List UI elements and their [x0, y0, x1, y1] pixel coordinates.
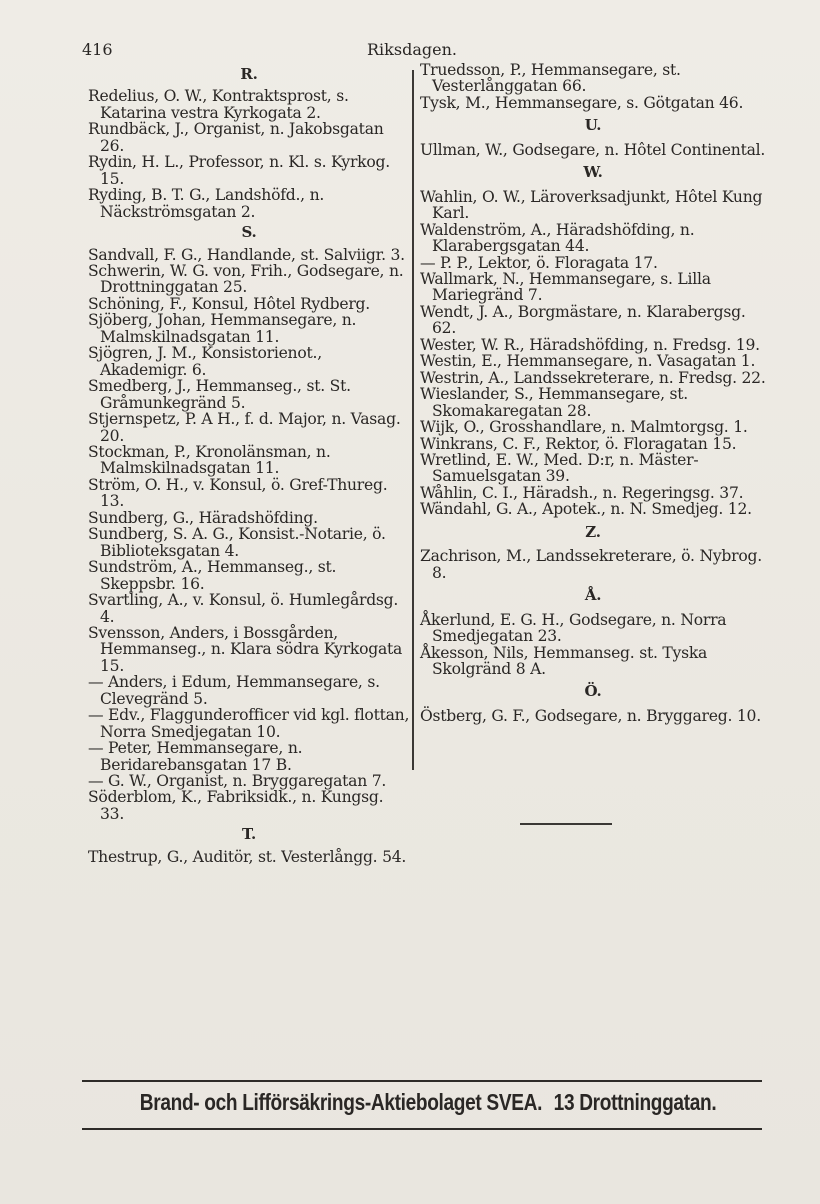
directory-entry: Åkesson, Nils, Hemmanseg. st. Tyska Skolgränd 8 A. [420, 643, 708, 678]
directory-entry: Sjögren, J. M., Konsistorienot., Akademigr. 6. [88, 344, 322, 379]
directory-entry: Rydin, H. L., Professor, n. Kl. s. Kyrkog. 15. [88, 153, 390, 188]
section-letter: Å. [584, 586, 602, 605]
page-number: 416 [82, 40, 113, 59]
directory-entry: Zachrison, M., Landssekreterare, ö. Nybrog. 8. [420, 547, 762, 582]
advertisement-company: Brand- och Lifförsäkrings-Aktiebolaget SVEA. [139, 1089, 543, 1115]
directory-entry: Wester, W. R., Häradshöfding, n. Fredsg. 19. [420, 335, 760, 354]
directory-entry: Åkerlund, E. G. H., Godsegare, n. Norra Smedjegatan 23. [420, 610, 727, 646]
directory-entry: Wieslander, S., Hemmansegare, st. Skomakaregatan 28. [420, 385, 688, 420]
directory-entry: Redelius, O. W., Kontraktsprost, s. Katarina vestra Kyrkogata 2. [88, 87, 349, 122]
directory-entry: Sjöberg, Johan, Hemmansegare, n. Malmskilnadsgatan 11. [88, 311, 357, 346]
section-end-rule [520, 823, 612, 825]
running-title: Riksdagen. [367, 40, 457, 59]
directory-entry: Ryding, B. T. G., Landshöfd., n. Näckströmsgatan 2. [88, 186, 325, 221]
directory-entry: Wändahl, G. A., Apotek., n. N. Smedjeg. 12. [420, 500, 752, 519]
section-letter: W. [583, 163, 603, 182]
directory-entry: Svartling, A., v. Konsul, ö. Humlegårdsg. 4. [88, 591, 399, 626]
directory-entry: Östberg, G. F., Godsegare, n. Bryggareg. 10. [420, 706, 761, 725]
directory-entry: Truedsson, P., Hemmansegare, st. Vesterlånggatan 66. [420, 61, 681, 96]
directory-entry: Smedberg, J., Hemmanseg., st. St. Gråmunkegränd 5. [88, 377, 351, 412]
advertisement-top-rule [82, 1080, 762, 1082]
directory-entry: — G. W., Organist, n. Bryggaregatan 7. [88, 772, 387, 791]
directory-entry: Sandvall, F. G., Handlande, st. Salviigr. 3. [88, 245, 405, 264]
column-divider [412, 70, 414, 770]
directory-entry: Wåhlin, C. I., Häradsh., n. Regeringsg. 37. [420, 483, 744, 502]
left-column [88, 62, 410, 865]
column-divider-bottom [412, 735, 414, 765]
directory-entry: Tysk, M., Hemmansegare, s. Götgatan 46. [420, 93, 744, 112]
directory-entry: Westrin, A., Landssekreterare, n. Fredsg. 22. [420, 368, 766, 387]
directory-entry: Winkrans, C. F., Rektor, ö. Floragatan 15. [420, 434, 737, 453]
directory-entry: — Edv., Flaggunderofficer vid kgl. flottan, Norra Smedjegatan 10. [88, 706, 410, 741]
directory-entry: — P. P., Lektor, ö. Floragata 17. [420, 253, 658, 272]
directory-entry: Westin, E., Hemmansegare, n. Vasagatan 1. [420, 352, 756, 371]
directory-entry: Wretlind, E. W., Med. D:r, n. Mäster-Samuelsgatan 39. [420, 450, 699, 486]
directory-entry: Wahlin, O. W., Läroverksadjunkt, Hôtel Kung Karl. [420, 187, 763, 223]
section-letter: R. [240, 65, 258, 83]
directory-entry: Söderblom, K., Fabriksidk., n. Kungsg. 33. [88, 788, 384, 823]
directory-entry: Thestrup, G., Auditör, st. Vesterlångg. 54. [88, 847, 407, 866]
advertisement-address: 13 Drottninggatan. [553, 1089, 717, 1115]
directory-entry: Svensson, Anders, i Bossgården, Hemmanseg., n. Klara södra Kyrkogata 15. [88, 623, 403, 675]
directory-entry: — Peter, Hemmansegare, n. Beridarebansgatan 17 B. [88, 739, 303, 774]
advertisement-bottom-rule [82, 1128, 762, 1130]
section-letter: U. [584, 116, 602, 135]
directory-entry: Ström, O. H., v. Konsul, ö. Gref-Thureg. 13. [88, 475, 388, 511]
section-letter: Z. [585, 522, 601, 541]
section-letter: Ö. [584, 682, 602, 701]
directory-entry: Waldenström, A., Häradshöfding, n. Klarabergsgatan 44. [420, 220, 695, 256]
directory-entry: Wallmark, N., Hemmansegare, s. Lilla Mariegränd 7. [420, 269, 711, 305]
section-letter: S. [241, 223, 257, 242]
directory-entry: Schwerin, W. G. von, Frih., Godsegare, n. Drottninggatan 25. [88, 261, 404, 297]
right-column [420, 62, 766, 724]
directory-entry: Rundbäck, J., Organist, n. Jakobsgatan 26. [88, 120, 384, 155]
advertisement-banner [139, 1089, 717, 1116]
section-letter: T. [242, 825, 256, 844]
directory-entry: Wendt, J. A., Borgmästare, n. Klarabergsg. 62. [420, 302, 746, 338]
directory-entry: Sundberg, S. A. G., Konsist.-Notarie, ö. Biblioteksgatan 4. [88, 525, 386, 560]
directory-entry: Stjernspetz, P. A H., f. d. Major, n. Vasag. 20. [88, 410, 401, 445]
directory-entry: — Anders, i Edum, Hemmansegare, s. Clevegränd 5. [88, 673, 380, 708]
directory-entry: Ullman, W., Godsegare, n. Hôtel Continental. [420, 140, 766, 159]
directory-entry: Stockman, P., Kronolänsman, n. Malmskilnadsgatan 11. [88, 442, 331, 478]
directory-entry: Sundström, A., Hemmanseg., st. Skeppsbr. 16. [88, 558, 337, 593]
directory-entry: Sundberg, G., Häradshöfding. [88, 508, 318, 527]
directory-entry: Wijk, O., Grosshandlare, n. Malmtorgsg. 1. [420, 418, 748, 437]
directory-entry: Schöning, F., Konsul, Hôtel Rydberg. [88, 294, 370, 313]
